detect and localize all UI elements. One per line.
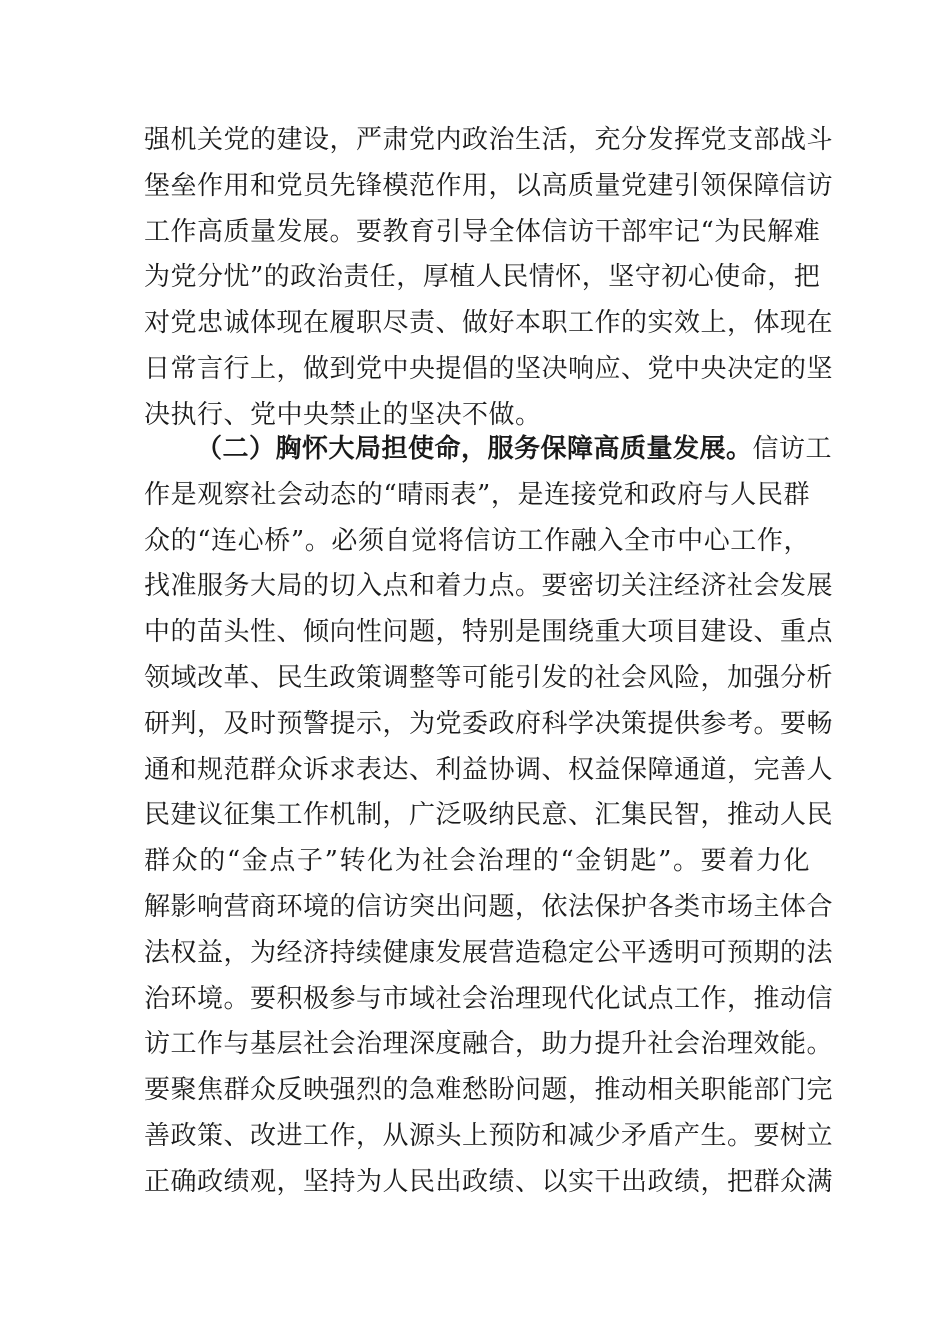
heading-line-rest: 信访工 <box>752 434 833 464</box>
section-heading-line <box>144 427 833 473</box>
text-line: 访工作与基层社会治理深度融合，助力提升社会治理效能。 <box>144 1029 834 1060</box>
text-line: 正确政绩观，坚持为人民出政绩、以实干出政绩，把群众满 <box>144 1166 834 1197</box>
text-line: 找准服务大局的切入点和着力点。要密切关注经济社会发展 <box>144 571 834 602</box>
paragraph-section-two <box>144 427 834 1206</box>
text-line: 堡垒作用和党员先锋模范作用，以高质量党建引领保障信访 <box>144 170 834 201</box>
text-line: 为党分忧”的政治责任，厚植人民情怀，坚守初心使命，把 <box>144 262 821 293</box>
text-line: 治环境。要积极参与市域社会治理现代化试点工作，推动信 <box>144 983 834 1014</box>
text-line: 要聚焦群众反映强烈的急难愁盼问题，推动相关职能部门完 <box>144 1075 834 1106</box>
text-line: 日常言行上，做到党中央提倡的坚决响应、党中央决定的坚 <box>144 353 834 384</box>
text-line: 决执行、党中央禁止的坚决不做。 <box>144 399 542 430</box>
text-line: 工作高质量发展。要教育引导全体信访干部牢记“为民解难 <box>144 216 821 247</box>
text-line: 民建议征集工作机制，广泛吸纳民意、汇集民智，推动人民 <box>144 800 834 831</box>
section-heading: （二）胸怀大局担使命，服务保障高质量发展。 <box>196 434 753 464</box>
text-line: 中的苗头性、倾向性问题，特别是围绕重大项目建设、重点 <box>144 617 834 648</box>
text-line: 通和规范群众诉求表达、利益协调、权益保障通道，完善人 <box>144 754 834 785</box>
text-line: 领域改革、民生政策调整等可能引发的社会风险，加强分析 <box>144 662 834 693</box>
text-line: 众的“连心桥”。必须自觉将信访工作融入全市中心工作， <box>144 525 810 556</box>
text-line: 对党忠诚体现在履职尽责、做好本职工作的实效上，体现在 <box>144 308 834 339</box>
text-line: 研判，及时预警提示，为党委政府科学决策提供参考。要畅 <box>144 708 834 739</box>
text-line: 作是观察社会动态的“晴雨表”，是连接党和政府与人民群 <box>144 479 810 510</box>
text-line: 法权益，为经济持续健康发展营造稳定公平透明可预期的法 <box>144 937 834 968</box>
paragraph-continuation <box>144 118 834 439</box>
text-line: 解影响营商环境的信访突出问题，依法保护各类市场主体合 <box>144 891 834 922</box>
text-line: 强机关党的建设，严肃党内政治生活，充分发挥党支部战斗 <box>144 125 834 155</box>
text-line: 群众的“金点子”转化为社会治理的“金钥匙”。要着力化 <box>144 846 810 877</box>
text-line: 善政策、改进工作，从源头上预防和减少矛盾产生。要树立 <box>144 1120 834 1151</box>
